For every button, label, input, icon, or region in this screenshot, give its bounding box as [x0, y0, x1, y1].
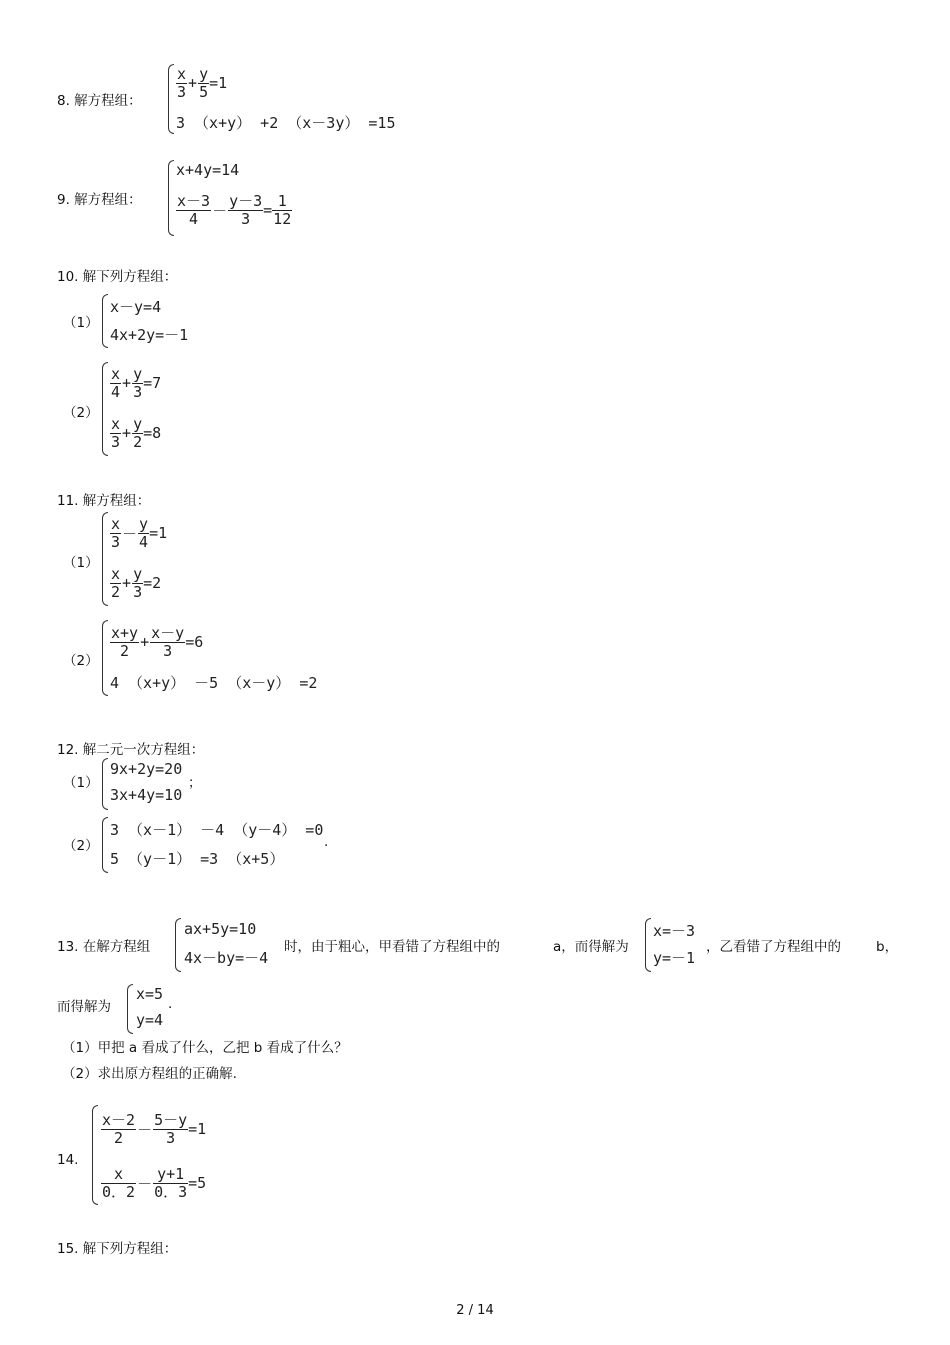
brace — [102, 362, 108, 456]
problem-11-2-eq2: 4 （x+y） －5 （x－y） =2 — [110, 674, 318, 692]
problem-14-label: 14. — [57, 1152, 79, 1168]
problem-15-label: 15. 解下列方程组： — [57, 1241, 178, 1257]
problem-12-2-eq2: 5 （y－1） =3 （x+5） — [110, 850, 285, 868]
problem-13-var-b: b， — [876, 939, 899, 955]
problem-9-eq2: $\frac{x-3}{4}$ － $\frac{y-3}{3}$ = $\frac{1}{12}$ — [177, 191, 292, 228]
problem-9-eq1: x+4y=14 — [176, 161, 240, 179]
problem-13-var-a: a，而得解为 — [553, 939, 629, 955]
problem-13-q1: （1）甲把 a 看成了什么，乙把 b 看成了什么？ — [62, 1040, 348, 1056]
problem-13-line2-prefix: 而得解为 — [57, 999, 111, 1015]
problem-13-sol1-eq2: y=－1 — [653, 949, 696, 967]
problem-11-2-eq1: $\frac{x+y}{2}$ + $\frac{x-y}{3}$ =6 — [111, 623, 204, 660]
problem-11-1-eq2: $\frac{x}{2}$ + $\frac{y}{3}$ =2 — [111, 564, 162, 601]
brace — [92, 1105, 98, 1205]
problem-13-sys-eq2: 4x－by=－4 — [184, 949, 269, 967]
problem-10-1-eq1: x－y=4 — [110, 298, 162, 316]
page-number: 2 / 14 — [456, 1303, 494, 1318]
problem-8-label: 8. 解方程组： — [57, 93, 142, 109]
problem-10-1-eq2: 4x+2y=－1 — [110, 326, 189, 344]
brace — [102, 512, 108, 606]
problem-12-2-trail: . — [324, 834, 329, 850]
brace — [127, 984, 133, 1034]
problem-14-eq1: $\frac{x-2}{2}$ － $\frac{5-y}{3}$ =1 — [102, 1110, 207, 1147]
brace — [102, 758, 108, 810]
problem-10-2-tag: （2） — [63, 405, 99, 421]
problem-12-1-tag: （1） — [63, 775, 99, 791]
problem-12-label: 12. 解二元一次方程组： — [57, 742, 205, 758]
problem-11-2-tag: （2） — [63, 653, 99, 669]
problem-8-eq2: 3 （x+y） +2 （x－3y） =15 — [176, 114, 396, 132]
problem-13-sys-eq1: ax+5y=10 — [184, 920, 257, 938]
problem-12-1-trail: ； — [188, 775, 202, 791]
problem-13-sol2-eq2: y=4 — [136, 1011, 164, 1029]
brace — [645, 918, 651, 972]
brace — [175, 918, 181, 972]
problem-13-sol2-eq1: x=5 — [136, 985, 164, 1003]
problem-13-sol1-eq1: x=－3 — [653, 922, 696, 940]
problem-9-label: 9. 解方程组： — [57, 192, 142, 208]
problem-11-label: 11. 解方程组： — [57, 493, 151, 509]
brace — [102, 294, 108, 348]
problem-12-1-eq2: 3x+4y=10 — [110, 786, 183, 804]
problem-10-label: 10. 解下列方程组： — [57, 269, 178, 285]
problem-10-2-eq2: $\frac{x}{3}$ + $\frac{y}{2}$ =8 — [111, 414, 162, 451]
problem-13-mid2: ，乙看错了方程组中的 — [706, 939, 841, 955]
problem-11-1-tag: （1） — [63, 555, 99, 571]
problem-13-prefix: 13. 在解方程组 — [57, 939, 151, 955]
problem-12-2-eq1: 3 （x－1） －4 （y－4） =0 — [110, 821, 324, 839]
problem-12-1-eq1: 9x+2y=20 — [110, 760, 183, 778]
brace — [168, 160, 174, 236]
brace — [168, 64, 174, 134]
problem-10-2-eq1: $\frac{x}{4}$ + $\frac{y}{3}$ =7 — [111, 364, 162, 401]
problem-13-line2-trail: . — [168, 996, 173, 1012]
problem-13-q2: （2）求出原方程组的正确解. — [62, 1066, 237, 1082]
problem-8-eq1: $\frac{x}{3}$ + $\frac{y}{5}$ =1 — [177, 64, 228, 101]
problem-13-mid1: 时，由于粗心，甲看错了方程组中的 — [284, 939, 500, 955]
brace — [102, 620, 108, 696]
problem-11-1-eq1: $\frac{x}{3}$ － $\frac{y}{4}$ =1 — [111, 514, 168, 551]
problem-14-eq2: $\frac{x}{0.2}$ － $\frac{y+1}{0.3}$ =5 — [102, 1164, 207, 1201]
brace — [102, 817, 108, 873]
problem-12-2-tag: （2） — [63, 838, 99, 854]
problem-10-1-tag: （1） — [63, 315, 99, 331]
